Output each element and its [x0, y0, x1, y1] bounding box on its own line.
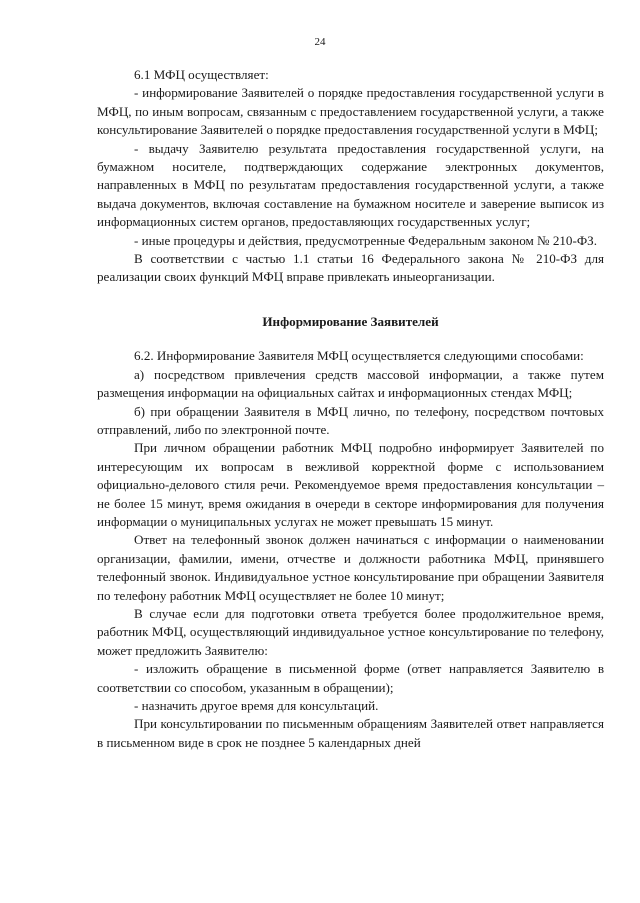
section-6-2-option-reschedule: - назначить другое время для консультаций. [134, 698, 379, 713]
page-number: 24 [314, 36, 326, 48]
section-6-1-item-informing: - информирование Заявителей о порядке предоставления государственной услуги в МФЦ, по иным вопросам, связанным с предоставлением государственной услуги, а также консультирование Заявителей о порядке предоставления государственной услуги в МФЦ; [97, 85, 604, 138]
section-6-2-option-written: - изложить обращение в письменной форме (ответ направляется Заявителю в соответствии со способом, указанным в обращении); [97, 661, 604, 695]
section-6-1-item-issuing: - выдачу Заявителю результата предоставления государственной услуги, на бумажном носителе, подтверждающих содержание электронных документов, направленных в МФЦ по результатам предоставления государственной услуги, а также выдача документов, включая составление на бумажном носителе и заверение выписок из информационных систем органов, предоставляющих государственных услуг; [97, 140, 604, 230]
section-6-1-closing: В соответствии с частью 1.1 статьи 16 Федерального закона № 210-ФЗ для реализации своих функций МФЦ вправе привлекать иныеорганизации. [97, 251, 604, 285]
section-6-2-way-a: а) посредством привлечения средств массовой информации, а также путем размещения информации на официальных сайтах и информационных стендах МФЦ; [97, 366, 604, 401]
section-6-2-personal: При личном обращении работник МФЦ подробно информирует Заявителей по интересующим их вопросам в вежливой корректной форме с использованием официально-делового стиля речи. Рекомендуемое время предоставления консультации – не более 15 минут, время ожидания в очереди в секторе информирования для получения информации о муниципальных услугах не может превышать 15 минут. [97, 440, 604, 529]
section-heading: Информирование Заявителей [262, 313, 439, 329]
section-6-2-intro: 6.2. Информирование Заявителя МФЦ осуществляется следующими способами: [134, 348, 584, 364]
document-body [97, 66, 604, 752]
section-6-2-phone: Ответ на телефонный звонок должен начинаться с информации о наименовании организации, фамилии, имени, отчестве и должности работника МФЦ, принявшего телефонный звонок. Индивидуальное устное консультирование при обращении Заявителя по телефону работник МФЦ осуществляет не более 10 минут; [97, 532, 604, 603]
section-6-1-intro: 6.1 МФЦ осуществляет: [134, 67, 269, 82]
section-6-2-longer: В случае если для подготовки ответа требуется более продолжительное время, работник МФЦ, осуществляющий индивидуальное устное консультирование по телефону, может предложить Заявителю: [97, 605, 604, 658]
section-6-1-item-other: - иные процедуры и действия, предусмотренные Федеральным законом № 210-ФЗ. [134, 232, 598, 248]
section-6-2-way-b: б) при обращении Заявителя в МФЦ лично, по телефону, посредством почтовых отправлений, либо по электронной почте. [97, 403, 604, 437]
section-6-2-written: При консультировании по письменным обращениям Заявителей ответ направляется в письменном виде в срок не позднее 5 календарных дней [97, 716, 604, 750]
